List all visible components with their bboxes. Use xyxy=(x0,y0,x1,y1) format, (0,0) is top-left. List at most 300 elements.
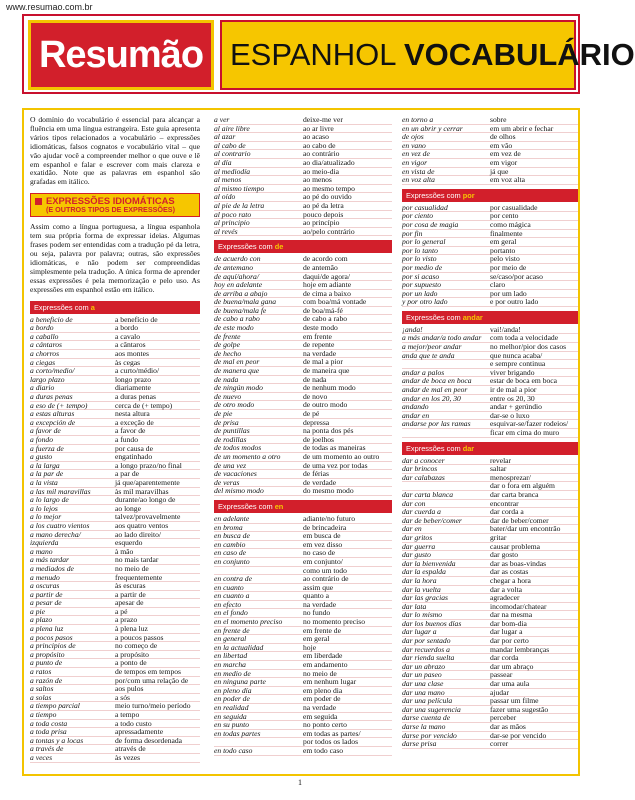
spanish-term: de antemano xyxy=(214,262,254,272)
spanish-term: en frente de xyxy=(214,625,250,635)
spanish-term: por un lado xyxy=(402,288,438,298)
portuguese-translation: de nenhum modo xyxy=(303,383,356,393)
spanish-term xyxy=(402,482,486,490)
idioms-title: EXPRESSÕES IDIOMÁTICAS xyxy=(46,195,175,207)
portuguese-translation: aos pulos xyxy=(115,684,144,694)
spanish-term: dar lugar a xyxy=(402,627,437,637)
portuguese-translation: de antemão xyxy=(303,262,338,272)
portuguese-translation: diariamente xyxy=(115,383,151,393)
portuguese-translation: no meio de xyxy=(115,563,149,573)
portuguese-translation: a tempo xyxy=(115,710,140,719)
spanish-term: en efecto xyxy=(214,599,242,609)
portuguese-translation: correr xyxy=(490,739,509,749)
spanish-term: de buena/mala gana xyxy=(214,297,277,307)
spanish-term: a razón de xyxy=(30,675,63,685)
portuguese-translation: ir de mal a pior xyxy=(490,385,537,395)
spanish-term: dar con xyxy=(402,498,426,508)
spanish-term: en conjunto xyxy=(214,556,250,566)
portuguese-translation: dar-se o luxo xyxy=(490,410,530,420)
portuguese-translation: a cavalo xyxy=(115,331,141,341)
spanish-term: a estas alturas xyxy=(30,409,75,419)
spanish-term: a más tardar xyxy=(30,555,69,565)
idioms-subtitle: (E OUTROS TIPOS DE EXPRESSÕES) xyxy=(46,204,175,214)
portuguese-translation: a longo prazo/no final xyxy=(115,460,182,470)
spanish-term: en el momento preciso xyxy=(214,617,283,627)
spanish-term: de nuevo xyxy=(214,391,242,401)
portuguese-translation: que nunca acaba/ xyxy=(490,350,543,360)
portuguese-translation: perceber xyxy=(490,713,517,723)
vocab-list-en xyxy=(214,515,392,756)
portuguese-translation: passar um filme xyxy=(490,696,539,706)
portuguese-translation: de acordo com xyxy=(303,254,348,264)
spanish-term: en vano xyxy=(402,140,426,150)
portuguese-translation: dar bom-dia xyxy=(490,618,527,628)
spanish-term: al mediodía xyxy=(214,166,251,176)
portuguese-translation: em geral xyxy=(303,634,330,644)
portuguese-translation: em vez disso xyxy=(303,539,343,549)
portuguese-translation: ao menos xyxy=(303,175,332,185)
spanish-term: a punto de xyxy=(30,658,63,668)
spanish-term: andar a palos xyxy=(402,367,445,377)
site-url: www.resumao.com.br xyxy=(6,2,93,12)
portuguese-translation: dar de beber/comer xyxy=(490,515,549,525)
portuguese-translation: ao acaso xyxy=(303,132,329,142)
spanish-term: en cambio xyxy=(214,539,246,549)
spanish-term: de arriba a abajo xyxy=(214,288,268,298)
spanish-term: en su punto xyxy=(214,720,250,730)
portuguese-translation: viver brigando xyxy=(490,367,535,377)
spanish-term: a gusto xyxy=(30,452,53,462)
portuguese-translation: hoje em adiante xyxy=(303,280,352,290)
portuguese-translation: em pleno dia xyxy=(303,685,343,695)
portuguese-translation: gritar xyxy=(490,532,507,542)
spanish-term: en torno a xyxy=(402,115,434,124)
portuguese-translation: menosprezar/ xyxy=(490,472,531,482)
spanish-term: dar un abrazo xyxy=(402,661,446,671)
portuguese-translation: de tempos em tempos xyxy=(115,667,182,677)
spanish-term: dar a conocer xyxy=(402,455,445,465)
spanish-term: darse por vencido xyxy=(402,730,457,740)
brand-logo: Resumão xyxy=(28,20,214,90)
portuguese-translation: em seguida xyxy=(303,711,338,721)
spanish-term: a ver xyxy=(214,115,230,124)
portuguese-translation: deixe-me ver xyxy=(303,115,343,124)
spanish-term xyxy=(402,360,486,368)
spanish-term: en vigor xyxy=(402,157,428,167)
spanish-term: a través de xyxy=(30,744,64,754)
portuguese-translation: no meio de xyxy=(303,668,337,678)
spanish-term: en un abrir y cerrar xyxy=(402,123,463,133)
portuguese-translation: a duras penas xyxy=(115,392,156,402)
portuguese-translation: às cegas xyxy=(115,357,141,367)
portuguese-translation: a fundo xyxy=(115,435,138,444)
portuguese-translation: ao princípio xyxy=(303,218,340,228)
intro-paragraph: O domínio do vocabulário é essencial para alcançar a fluência em uma língua estrangeira. Este guia apresenta vários tipos relacionados a vocabulário – expressões idiomáticas, falsos cognatos e vocabulário vital – que vão ajudar você a compreender melhor o que ouve e lê em espanhol e falar e escrever com mais clareza e exatidão. Note que as palavras em espanhol são grafadas em itálico. xyxy=(30,115,200,187)
spanish-term: en el fondo xyxy=(214,608,248,618)
portuguese-translation: por um lado xyxy=(490,288,527,298)
portuguese-translation: dar corda xyxy=(490,653,519,663)
title-word-1: ESPANHOL xyxy=(230,37,404,72)
portuguese-translation: à plena luz xyxy=(115,624,148,634)
portuguese-translation: por cento xyxy=(490,211,519,221)
spanish-term: dar calabazas xyxy=(402,472,445,482)
portuguese-translation: a prazo xyxy=(115,615,138,625)
spanish-term: en adelante xyxy=(214,513,250,523)
portuguese-translation: em frente de xyxy=(303,625,341,635)
portuguese-translation: sobre xyxy=(490,115,507,124)
spanish-term: a beneficio de xyxy=(30,314,73,324)
portuguese-translation: passear xyxy=(490,670,513,680)
spanish-term: a excepción de xyxy=(30,417,76,427)
spanish-term: a mejor/peor andar xyxy=(402,342,462,352)
portuguese-translation: no melhor/pior dos casos xyxy=(490,342,567,352)
portuguese-translation: por causa de xyxy=(115,443,153,453)
spanish-term: andando xyxy=(402,402,429,412)
spanish-term: de ojos xyxy=(402,132,424,142)
spanish-term: dar lo mismo xyxy=(402,610,443,620)
portuguese-translation: chegar a hora xyxy=(490,575,531,585)
portuguese-translation: de brincadeira xyxy=(303,522,347,532)
portuguese-translation: esquerdo xyxy=(115,538,143,548)
portuguese-translation: dar as costas xyxy=(490,567,529,577)
portuguese-translation: de cabo a rabo xyxy=(303,314,348,324)
portuguese-translation: saltar xyxy=(490,464,507,474)
portuguese-translation: dar-se por vencido xyxy=(490,730,547,740)
column-1 xyxy=(30,116,200,763)
spanish-term: a pocos pasos xyxy=(30,632,73,642)
vocab-list-a-cont xyxy=(214,116,392,236)
portuguese-translation: a benefício de xyxy=(115,314,158,324)
spanish-term: al azar xyxy=(214,132,236,142)
portuguese-translation: depressa xyxy=(303,417,330,427)
page-title xyxy=(220,20,635,90)
portuguese-translation: se/caso/por acaso xyxy=(490,271,543,281)
section-header-en: Expressões com en xyxy=(214,500,392,513)
portuguese-translation: por todos os lados xyxy=(303,737,359,747)
portuguese-translation: de mal a pior xyxy=(303,357,343,367)
portuguese-translation: em todo caso xyxy=(303,745,344,755)
spanish-term: en contra de xyxy=(214,574,252,584)
spanish-term: a solas xyxy=(30,692,52,702)
portuguese-translation: de férias xyxy=(303,469,329,479)
portuguese-translation: engatinhado xyxy=(115,452,153,462)
spanish-term: a toda prisa xyxy=(30,727,67,737)
spanish-term: de aquí/ahora/ xyxy=(214,271,259,281)
portuguese-translation: de um momento ao outro xyxy=(303,451,380,461)
spanish-term: de prisa xyxy=(214,417,239,427)
spanish-term: dar una clase xyxy=(402,679,444,689)
spanish-term: a la larga xyxy=(30,460,60,470)
spanish-term: al cabo de xyxy=(214,140,246,150)
spanish-term: en broma xyxy=(214,522,243,532)
vocab-row xyxy=(402,176,578,185)
spanish-term: dar las gracias xyxy=(402,593,448,603)
vocab-list-dar xyxy=(402,457,578,749)
spanish-term: a tiempo parcial xyxy=(30,701,80,711)
spanish-term: a favor de xyxy=(30,426,61,436)
spanish-term: y por otro lado xyxy=(402,297,448,307)
portuguese-translation: do mesmo modo xyxy=(303,486,354,496)
vocab-row xyxy=(402,429,578,438)
portuguese-translation: em liberdade xyxy=(303,651,343,661)
portuguese-translation: e sempre continua xyxy=(490,359,546,369)
portuguese-translation: com boa/má vontade xyxy=(303,297,367,307)
spanish-term: dar por sentado xyxy=(402,636,451,646)
spanish-term: por lo tanto xyxy=(402,245,438,255)
spanish-term: a principios de xyxy=(30,641,76,651)
portuguese-translation: pouco depois xyxy=(303,209,344,219)
idioms-heading-box xyxy=(30,193,200,217)
spanish-term: a propósito xyxy=(30,649,65,659)
spanish-term: a plena luz xyxy=(30,624,64,634)
spanish-term: en marcha xyxy=(214,660,246,670)
portuguese-translation: a todo custo xyxy=(115,718,152,728)
spanish-term: en medio de xyxy=(214,668,251,678)
portuguese-translation: por casualidade xyxy=(490,202,538,212)
spanish-term: a duras penas xyxy=(30,392,73,402)
portuguese-translation: no mais tardar xyxy=(115,555,159,565)
spanish-term: en todo caso xyxy=(214,745,253,755)
spanish-term: por si acaso xyxy=(402,271,440,281)
spanish-term: de mal en peor xyxy=(214,357,260,367)
spanish-term: al contrario xyxy=(214,149,251,159)
portuguese-translation: dar carta branca xyxy=(490,489,539,499)
portuguese-translation: dar na mesma xyxy=(490,610,533,620)
portuguese-translation: revelar xyxy=(490,455,512,465)
spanish-term: a mano xyxy=(30,546,53,556)
spanish-term: en realidad xyxy=(214,703,249,712)
portuguese-translation: no fundo xyxy=(303,608,331,618)
spanish-term: hoy en adelante xyxy=(214,280,263,290)
spanish-term: a caballo xyxy=(30,331,59,341)
portuguese-translation: longo prazo xyxy=(115,374,152,384)
section-header-por: Expressões com por xyxy=(402,189,578,202)
portuguese-translation: deste modo xyxy=(303,323,338,333)
portuguese-translation: encontrar xyxy=(490,498,519,508)
portuguese-translation: a partir de xyxy=(115,589,146,599)
spanish-term: a menudo xyxy=(30,572,60,582)
portuguese-translation: dar gosto xyxy=(490,550,519,560)
title-word-2: VOCABULÁRIO xyxy=(404,37,635,72)
spanish-term: dar la vuelta xyxy=(402,584,441,594)
spanish-term: al menos xyxy=(214,175,242,185)
spanish-term: anda que te anda xyxy=(402,350,455,360)
spanish-term: al oído xyxy=(214,192,236,202)
section-header-a: Expressões com a xyxy=(30,301,200,314)
spanish-term: a veces xyxy=(30,752,53,762)
portuguese-translation: ao lado direito/ xyxy=(115,529,161,539)
portuguese-translation: dar por certo xyxy=(490,636,529,646)
vocab-row xyxy=(402,740,578,749)
portuguese-translation: incomodar/chatear xyxy=(490,601,547,611)
spanish-term: a fondo xyxy=(30,435,53,444)
spanish-term: dar una mano xyxy=(402,687,445,697)
portuguese-translation: por/com uma relação de xyxy=(115,675,189,685)
spanish-term: de veras xyxy=(214,477,240,487)
idioms-paragraph: Assim como a língua portuguesa, a língua espanhola tem sua própria forma de expressar ideias. Algumas frases podem ser entendidas com a tradução pé da letra, ou seja, palavra por palavra; outras, são expressões idiomáticas, e não podem ser compreendidas simplesmente pela tradução. A única forma de aprender essas expressões é pela memorização e pelo uso. As expressões em espanhol estão em itálico. xyxy=(30,222,200,294)
spanish-term: en busca de xyxy=(214,531,250,541)
portuguese-translation: mandar lembranças xyxy=(490,644,550,654)
spanish-term: dar en xyxy=(402,524,422,534)
portuguese-translation: assim que xyxy=(303,582,334,592)
portuguese-translation: de joelhos xyxy=(303,434,335,444)
spanish-term: de puntillas xyxy=(214,426,250,436)
spanish-term: de pie xyxy=(214,409,233,418)
portuguese-translation: por meio de xyxy=(490,262,527,272)
spanish-term: en libertad xyxy=(214,651,248,661)
spanish-term: a la par de xyxy=(30,469,64,479)
portuguese-translation: esquivar-se/fazer rodeios/ xyxy=(490,419,569,429)
portuguese-translation: de olhos xyxy=(490,132,516,142)
spanish-term: a ciegas xyxy=(30,357,56,367)
spanish-term: largo plazo xyxy=(30,374,65,384)
spanish-term: de hecho xyxy=(214,348,242,358)
portuguese-translation: ao/pelo contrário xyxy=(303,226,355,236)
portuguese-translation: daqui/de agora/ xyxy=(303,271,351,281)
spanish-term: a pie xyxy=(30,606,45,616)
portuguese-translation: no começo de xyxy=(115,641,158,651)
portuguese-translation: às vezes xyxy=(115,752,141,762)
spanish-term: andar de boca en boca xyxy=(402,376,472,386)
portuguese-translation: às mil maravilhas xyxy=(115,486,169,496)
portuguese-translation: de todas as maneiras xyxy=(303,443,366,453)
spanish-term: al pie de la letra xyxy=(214,200,265,210)
spanish-term: a las mil maravillas xyxy=(30,486,91,496)
spanish-term: andar de mal en peor xyxy=(402,385,468,395)
spanish-term: en general xyxy=(214,634,247,644)
spanish-term: al día xyxy=(214,157,232,167)
portuguese-translation: hoje xyxy=(303,642,317,652)
vocab-list-en-cont xyxy=(402,116,578,185)
vocab-row xyxy=(214,487,392,496)
portuguese-translation: quanto a xyxy=(303,591,329,601)
column-2 xyxy=(214,116,392,756)
bullet-square-icon xyxy=(35,198,42,205)
spanish-term: dar lata xyxy=(402,601,427,611)
portuguese-translation: dar um abraço xyxy=(490,661,534,671)
spanish-term: dar una película xyxy=(402,696,453,706)
spanish-term: de manera que xyxy=(214,366,260,376)
portuguese-translation: no momento preciso xyxy=(303,617,366,627)
portuguese-translation: frequentemente xyxy=(115,572,163,582)
spanish-term: a saltos xyxy=(30,684,54,694)
spanish-term: en vez de xyxy=(402,149,430,159)
portuguese-translation: ao pé do ouvido xyxy=(303,192,352,202)
portuguese-translation: pelo visto xyxy=(490,254,520,264)
portuguese-translation: ao dia/atualizado xyxy=(303,157,355,167)
spanish-term xyxy=(402,429,486,437)
portuguese-translation: vai!/anda! xyxy=(490,324,521,334)
vocab-list-por xyxy=(402,204,578,307)
spanish-term: andarse por las ramas xyxy=(402,419,471,429)
portuguese-translation: portanto xyxy=(490,245,516,255)
spanish-term: a lo largo de xyxy=(30,495,69,505)
spanish-term: a partir de xyxy=(30,589,63,599)
spanish-term: a eso de (+ tempo) xyxy=(30,400,88,410)
spanish-term: dar de beber/comer xyxy=(402,515,462,525)
portuguese-translation: em vez de xyxy=(490,149,521,159)
spanish-term: en vista de xyxy=(402,166,435,176)
portuguese-translation: em nenhum lugar xyxy=(303,677,357,687)
portuguese-translation: e por outro lado xyxy=(490,297,539,307)
column-3 xyxy=(402,116,578,749)
portuguese-translation: dar lugar a xyxy=(490,627,523,637)
portuguese-translation: de forma desordenada xyxy=(115,735,183,745)
spanish-term: a cántaros xyxy=(30,340,62,350)
spanish-term: de frente xyxy=(214,331,241,341)
portuguese-translation: em geral xyxy=(490,237,517,247)
spanish-term: a mano derecha/ xyxy=(30,529,81,539)
portuguese-translation: dar a volta xyxy=(490,584,523,594)
portuguese-translation: a cântaros xyxy=(115,340,146,350)
spanish-term: de nada xyxy=(214,374,239,384)
portuguese-translation: de verdade xyxy=(303,477,337,487)
spanish-term: dar gusto xyxy=(402,550,431,560)
spanish-term: al mismo tiempo xyxy=(214,183,265,193)
vocab-row xyxy=(30,754,200,763)
spanish-term: darse la mano xyxy=(402,722,446,731)
spanish-term: a bordo xyxy=(30,323,54,333)
spanish-term: a toda costa xyxy=(30,718,68,728)
portuguese-translation: a sós xyxy=(115,692,130,702)
portuguese-translation: às escuras xyxy=(115,581,146,591)
portuguese-translation: em andamento xyxy=(303,660,348,670)
spanish-term: dar la espalda xyxy=(402,567,446,577)
spanish-term: andar en los 20, 30 xyxy=(402,393,461,403)
portuguese-translation: causar problema xyxy=(490,541,540,551)
portuguese-translation: em frente xyxy=(303,331,332,341)
portuguese-translation: em busca de xyxy=(303,531,341,541)
section-header-andar: Expressões com andar xyxy=(402,311,578,324)
spanish-term: a chorros xyxy=(30,349,60,359)
spanish-term: en voz alta xyxy=(402,175,435,185)
spanish-term xyxy=(214,738,299,746)
spanish-term: a lo lejos xyxy=(30,503,58,513)
portuguese-translation: ajudar xyxy=(490,687,509,697)
portuguese-translation: nesta altura xyxy=(115,409,150,419)
portuguese-translation: fazer uma sugestão xyxy=(490,704,549,714)
portuguese-translation: a ponto de xyxy=(115,658,147,668)
portuguese-translation: no ponto certo xyxy=(303,720,347,730)
spanish-term: a corto/medio/ xyxy=(30,366,75,376)
spanish-term: dar cuerda a xyxy=(402,507,441,517)
portuguese-translation: ficar em cima do muro xyxy=(490,428,560,437)
portuguese-translation: em vigor xyxy=(490,157,518,167)
spanish-term: en cuanto a xyxy=(214,591,250,601)
spanish-term: a plazo xyxy=(30,615,53,625)
spanish-term: a oscuras xyxy=(30,581,60,591)
portuguese-translation: dar as mãos xyxy=(490,722,526,731)
portuguese-translation: ao pé da letra xyxy=(303,200,344,210)
portuguese-translation: em vão xyxy=(490,140,513,150)
portuguese-translation: bater/dar um encontrão xyxy=(490,524,561,534)
spanish-term: dar guerra xyxy=(402,541,436,551)
portuguese-translation: à mão xyxy=(115,546,134,556)
spanish-term: a mediados de xyxy=(30,563,74,573)
spanish-term: dar recuerdos a xyxy=(402,644,450,654)
spanish-term: dar la hora xyxy=(402,575,437,585)
spanish-term: a los cuatro vientos xyxy=(30,520,90,530)
section-header-de: Expressões com de xyxy=(214,240,392,253)
spanish-term: a ratos xyxy=(30,667,52,677)
portuguese-translation: como um todo xyxy=(303,565,347,575)
spanish-term: dar la bienvenida xyxy=(402,558,456,568)
spanish-term: de ningún modo xyxy=(214,383,263,393)
portuguese-translation: adiante/no futuro xyxy=(303,513,356,523)
portuguese-translation: de repente xyxy=(303,340,335,350)
portuguese-translation: de outro modo xyxy=(303,400,348,410)
spanish-term: dar los buenos días xyxy=(402,618,462,628)
